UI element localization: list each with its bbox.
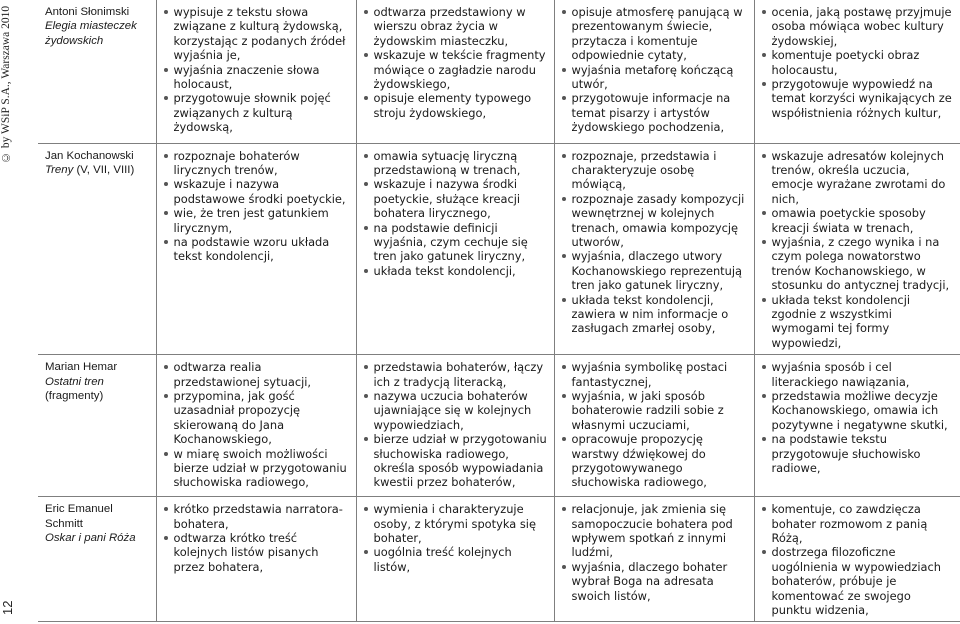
list-item: bierze udział w przygotowaniu słuchowiska radiowego, określa sposób wypowiadania kwestii przez bohaterów, xyxy=(364,432,548,490)
list-item: rozpoznaje bohaterów lirycznych trenów, xyxy=(164,149,350,178)
list-item: wymienia i charakteryzuje osoby, z którymi spotyka się bohater, xyxy=(364,502,548,545)
requirements-cell xyxy=(554,143,754,355)
list-item: wyjaśnia, w jaki sposób bohaterowie radzili sobie z własnymi uczuciami, xyxy=(562,389,748,432)
list-item: na podstawie definicji wyjaśnia, czym cechuje się tren jako gatunek liryczny, xyxy=(364,221,548,264)
work-cell xyxy=(38,355,156,497)
list-item: krótko przedstawia narratora-bohatera, xyxy=(164,502,350,531)
list-item: wskazuje i nazywa środki poetyckie, służące kreacji bohatera lirycznego, xyxy=(364,177,548,220)
list-item: w miarę swoich możliwości bierze udział w przygotowaniu słuchowiska radiowego, xyxy=(164,447,350,490)
list-item: odtwarza realia przedstawionej sytuacji, xyxy=(164,360,350,389)
table-row xyxy=(38,355,960,497)
work-cell xyxy=(38,497,156,622)
list-item: wskazuje w tekście fragmenty mówiące o zagładzie narodu żydowskiego, xyxy=(364,48,548,91)
work-title: Treny xyxy=(45,163,74,176)
work-title-note: (fragmenty) xyxy=(45,390,104,402)
list-item: odtwarza przedstawiony w wierszu obraz życia w żydowskim miasteczku, xyxy=(364,5,548,48)
list-item: nazywa uczucia bohaterów ujawniające się w kolejnych wypowiedziach, xyxy=(364,389,548,432)
list-item: opisuje elementy typowego stroju żydowskiego, xyxy=(364,91,548,120)
list-item: relacjonuje, jak zmienia się samopoczucie bohatera pod wpływem spotkań z innymi ludźmi, xyxy=(562,502,748,560)
list-item: układa tekst kondolencji, zawiera w nim informacje o zasługach zmarłej osoby, xyxy=(562,293,748,336)
list-item: wypisuje z tekstu słowa związane z kulturą żydowską, korzystając z podanych źródeł wyjaśnia je, xyxy=(164,5,350,63)
work-author: Eric Emanuel Schmitt xyxy=(45,503,113,530)
list-item: wie, że tren jest gatunkiem lirycznym, xyxy=(164,206,350,235)
work-title-line xyxy=(45,163,150,177)
list-item: wyjaśnia, dlaczego utwory Kochanowskiego reprezentują tren jako gatunek liryczny, xyxy=(562,249,748,292)
list-item: wskazuje i nazywa podstawowe środki poetyckie, xyxy=(164,177,350,206)
list-item: rozpoznaje zasady kompozycji wewnętrznej w kolejnych trenach, omawia kompozycję utworów, xyxy=(562,192,748,250)
table-row xyxy=(38,143,960,355)
list-item: przypomina, jak gość uzasadniał propozycję skierowaną do Jana Kochanowskiego, xyxy=(164,389,350,447)
requirements-cell xyxy=(356,143,554,355)
list-item: komentuje poetycki obraz holocaustu, xyxy=(762,48,955,77)
requirements-cell xyxy=(356,0,554,143)
list-item: układa tekst kondolencji zgodnie z wszystkimi wymogami tej formy wypowiedzi, xyxy=(762,293,955,351)
list-item: dostrzega filozoficzne uogólnienia w wypowiedziach bohaterów, próbuje je komentować ze swojego punktu widzenia, xyxy=(762,545,955,617)
list-item: wyjaśnia, dlaczego bohater wybrał Boga na adresata swoich listów, xyxy=(562,560,748,603)
requirements-cell xyxy=(156,0,356,143)
list-item: przygotowuje wypowiedź na temat korzyści wynikających ze współistnienia różnych kultur, xyxy=(762,77,955,120)
requirements-cell xyxy=(754,355,960,497)
list-item: przygotowuje słownik pojęć związanych z kulturą żydowską, xyxy=(164,91,350,134)
requirements-cell xyxy=(754,143,960,355)
work-author: Antoni Słonimski xyxy=(45,6,130,18)
table-row xyxy=(38,497,960,622)
list-item: opisuje atmosferę panującą w prezentowanym świecie, przytacza i komentuje odpowiednie cytaty, xyxy=(562,5,748,63)
list-item: wyjaśnia symbolikę postaci fantastycznej, xyxy=(562,360,748,389)
list-item: komentuje, co zawdzięcza bohater rozmowom z panią Różą, xyxy=(762,502,955,545)
list-item: przedstawia możliwe decyzje Kochanowskiego, omawia ich pozytywne i negatywne skutki, xyxy=(762,389,955,432)
list-item: układa tekst kondolencji, xyxy=(364,264,548,278)
copyright-note: © by WSiP S.A., Warszawa 2010 xyxy=(0,6,12,164)
list-item: omawia sytuację liryczną przedstawioną w trenach, xyxy=(364,149,548,178)
list-item: przedstawia bohaterów, łączy ich z tradycją literacką, xyxy=(364,360,548,389)
list-item: na podstawie tekstu przygotowuje słuchowisko radiowe, xyxy=(762,432,955,475)
list-item: odtwarza krótko treść kolejnych listów pisanych przez bohatera, xyxy=(164,531,350,574)
list-item: wskazuje adresatów kolejnych trenów, określa uczucia, emocje wyrażane zwrotami do nich, xyxy=(762,149,955,207)
requirements-cell xyxy=(554,355,754,497)
list-item: wyjaśnia metaforę kończącą utwór, xyxy=(562,63,748,92)
list-item: rozpoznaje, przedstawia i charakteryzuje osobę mówiącą, xyxy=(562,149,748,192)
list-item: wyjaśnia, z czego wynika i na czym polega nowatorstwo trenów Kochanowskiego, w stosunku do antycznej tradycji, xyxy=(762,235,955,293)
requirements-cell xyxy=(156,143,356,355)
requirements-cell xyxy=(356,497,554,622)
requirements-cell xyxy=(754,497,960,622)
requirements-cell xyxy=(356,355,554,497)
work-cell xyxy=(38,0,156,143)
list-item: wyjaśnia sposób i cel literackiego nawiązania, xyxy=(762,360,955,389)
work-title: Elegia miasteczek żydowskich xyxy=(45,20,137,47)
list-item: opracowuje propozycję warstwy dźwiękowej do przygotowywanego słuchowiska radiowego, xyxy=(562,432,748,490)
requirements-cell xyxy=(554,497,754,622)
list-item: omawia poetyckie sposoby kreacji świata w trenach, xyxy=(762,206,955,235)
list-item: uogólnia treść kolejnych listów, xyxy=(364,545,548,574)
list-item: ocenia, jaką postawę przyjmuje osoba mówiąca wobec kultury żydowskiej, xyxy=(762,5,955,48)
list-item: na podstawie wzoru układa tekst kondolencji, xyxy=(164,235,350,264)
requirements-cell xyxy=(754,0,960,143)
list-item: przygotowuje informacje na temat pisarzy i artystów żydowskiego pochodzenia, xyxy=(562,91,748,134)
page-number: 12 xyxy=(0,600,15,616)
work-author: Marian Hemar xyxy=(45,361,118,374)
requirements-cell xyxy=(156,355,356,497)
curriculum-table xyxy=(38,0,960,622)
work-title: Oskar i pani Róża xyxy=(45,532,136,544)
table-row xyxy=(38,0,960,143)
work-author: Jan Kochanowski xyxy=(45,149,134,162)
requirements-cell xyxy=(554,0,754,143)
work-title: Ostatni tren xyxy=(45,375,104,388)
work-cell xyxy=(38,143,156,355)
list-item: wyjaśnia znaczenie słowa holocaust, xyxy=(164,63,350,92)
work-title-suffix: (V, VII, VIII) xyxy=(73,163,135,176)
requirements-cell xyxy=(156,497,356,622)
